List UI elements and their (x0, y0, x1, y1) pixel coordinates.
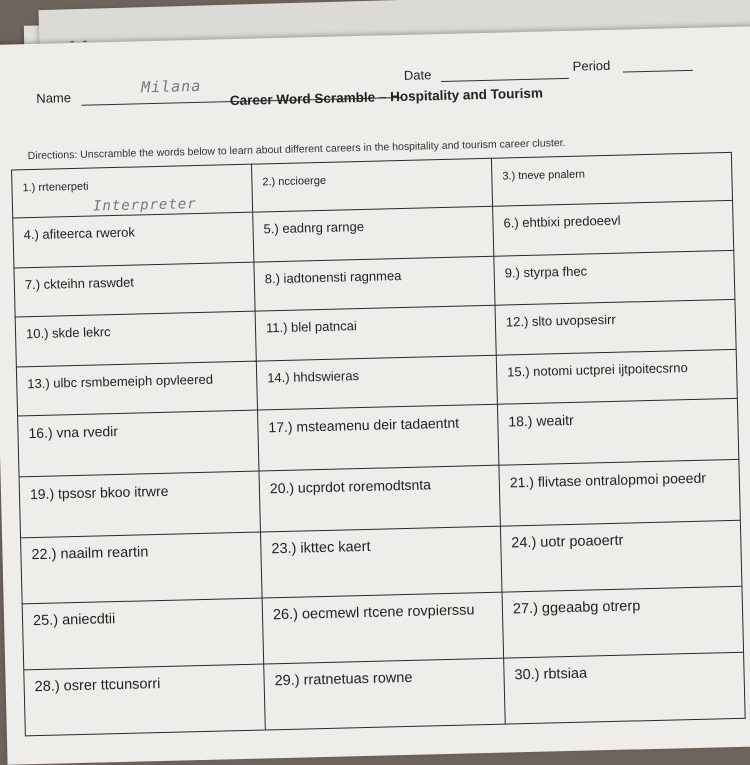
scrambled-word: 3.) tneve pnalern (502, 168, 586, 183)
scrambled-word: 5.) eadnrg rarnge (263, 218, 365, 237)
scramble-cell[interactable] (253, 206, 494, 261)
scramble-cell[interactable] (504, 652, 746, 724)
scramble-cell[interactable] (493, 200, 734, 255)
scrambled-word: 16.) vna rvedir (28, 422, 119, 442)
scramble-cell[interactable] (14, 262, 255, 317)
scramble-cell[interactable] (257, 404, 498, 471)
scrambled-word: 23.) ikttec kaert (271, 538, 371, 558)
scrambled-word: 7.) ckteihn raswdet (24, 274, 135, 292)
scramble-cell[interactable] (494, 250, 735, 305)
scrambled-word: 13.) ulbc rsmbemeiph opvleered (27, 371, 214, 391)
scrambled-word: 20.) ucprdot roremodtsnta (269, 476, 432, 497)
directions-text: Directions: Unscramble the words below to learn about different careers in the hospitality and tourism career cluster. (27, 136, 566, 163)
name-label: Name (36, 90, 72, 106)
scramble-cell[interactable] (24, 664, 266, 736)
scramble-cell[interactable] (22, 598, 264, 670)
scramble-cell[interactable] (18, 410, 259, 477)
scrambled-word: 26.) oecmewl rtcene rovpierssu (272, 602, 475, 624)
scrambled-word: 12.) slto uvopsesirr (505, 311, 616, 330)
scrambled-word: 24.) uotr poaoertr (511, 532, 624, 552)
scramble-cell[interactable] (499, 459, 740, 526)
handwritten-answer: Interpreter (92, 196, 197, 215)
date-line (441, 78, 569, 82)
scrambled-word: 28.) osrer ttcunsorri (34, 676, 161, 696)
period-label: Period (572, 57, 611, 74)
scrambled-word: 29.) rratnetuas rowne (274, 669, 413, 690)
scrambled-word: 21.) flivtase ontralopmoi poeedr (509, 469, 707, 491)
scrambled-word: 9.) styrpa fhec (504, 262, 588, 280)
scrambled-word: 11.) blel patncai (265, 318, 357, 336)
period-line (623, 70, 693, 73)
scrambled-word: 25.) aniecdtii (32, 611, 116, 630)
scramble-cell[interactable] (251, 158, 492, 212)
scramble-cell[interactable] (21, 532, 263, 604)
scramble-cell[interactable] (491, 152, 732, 206)
scramble-cell[interactable] (500, 520, 742, 592)
scrambled-word: 30.) rbtsiaa (514, 665, 588, 684)
scrambled-word: 8.) iadtonensti ragnmea (264, 267, 402, 286)
worksheet-title: Career Word Scramble – Hospitality and Tourism (229, 85, 544, 109)
scrambled-word: 18.) weaitr (508, 411, 574, 430)
scrambled-word: 2.) nccioerge (262, 174, 327, 189)
scramble-cell[interactable] (495, 299, 736, 354)
stack-mark: - - . (69, 31, 102, 49)
scramble-cell[interactable] (262, 592, 504, 664)
scramble-cell[interactable] (255, 305, 496, 360)
scramble-cell[interactable] (256, 355, 497, 410)
scramble-cell[interactable] (496, 349, 737, 404)
scramble-cell[interactable] (12, 164, 253, 218)
scramble-cell[interactable] (260, 526, 502, 598)
scrambled-word: 14.) hhdswieras (267, 367, 360, 385)
scrambled-word: 27.) ggeaabg otrerp (512, 598, 641, 618)
scrambled-word: 4.) afiteerca rwerok (23, 224, 136, 243)
scramble-cell[interactable] (264, 658, 506, 730)
scramble-cell[interactable] (497, 398, 738, 465)
scramble-cell[interactable] (16, 361, 257, 416)
scramble-cell[interactable] (502, 586, 744, 658)
scrambled-word: 1.) rrtenerpeti (22, 180, 89, 195)
scrambled-word: 19.) tpsosr bkoo itrwre (29, 482, 169, 503)
name-value: Milana (140, 76, 202, 97)
worksheet (0, 26, 750, 765)
date-label: Date (403, 67, 432, 83)
scrambled-word: 10.) skde lekrc (25, 324, 111, 342)
scrambled-word: 15.) notomi uctprei ijtpoitecsrno (506, 359, 688, 379)
scramble-cell[interactable] (254, 256, 495, 311)
scramble-cell[interactable] (13, 212, 254, 267)
scramble-cell[interactable] (259, 465, 500, 532)
scramble-table (11, 152, 746, 736)
scrambled-word: 22.) naailm reartin (31, 544, 149, 564)
scramble-cell[interactable] (19, 471, 260, 538)
scrambled-word: 6.) ehtbixi predoeevl (503, 212, 621, 231)
scramble-cell[interactable] (15, 311, 256, 366)
scrambled-word: 17.) msteamenu deir tadaentnt (268, 414, 460, 436)
